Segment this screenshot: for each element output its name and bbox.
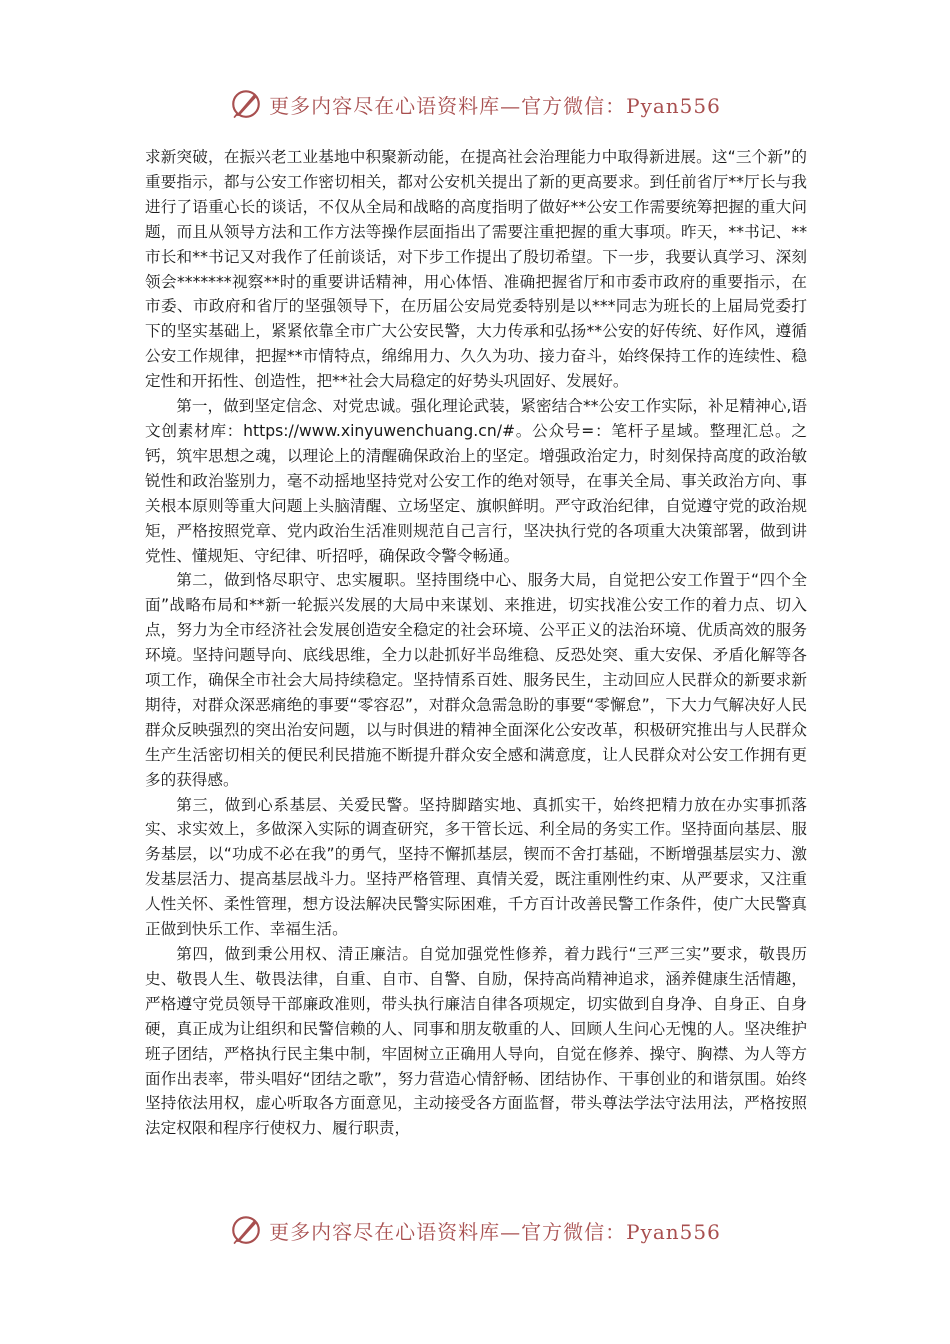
banner-text: 更多内容尽在心语资料库—官方微信：Pyan556 [269, 93, 721, 118]
paragraph-3: 第三，做到心系基层、关爱民警。坚持脚踏实地、真抓实干，始终把精力放在办实事抓落实、求实效上，多做深入实际的调查研究，多干管长远、利全局的务实工作。坚持面向基层、服务基层，以“功成不必在我”的勇气，坚持不懈抓基层，锲而不舍打基础，不断增强基层实力、激发基层活力、提高基层战斗力。坚持严格管理、真情关爱，既注重刚性约束、从严要求，又注重人性关怀、柔性管理，想方设法解决民警实际困难，千方百计改善民警工作条件，使广大民警真正做到快乐工作、幸福生活。 [145, 795, 807, 939]
document-body [145, 145, 807, 1141]
banner-text: 更多内容尽在心语资料库—官方微信：Pyan556 [269, 1219, 721, 1244]
quill-pen-icon [229, 87, 263, 121]
paragraph-0: 求新突破，在振兴老工业基地中积聚新动能，在提高社会治理能力中取得新进展。这“三个新”的重要指示，都与公安工作密切相关，都对公安机关提出了新的更高要求。到任前省厅**厅长与我进行了语重心长的谈话，不仅从全局和战略的高度指明了做好**公安工作需要统筹把握的重大问题，而且从领导方法和工作方法等操作层面指出了需要注重把握的重大事项。昨天，**书记、**市长和**书记又对我作了任前谈话，对下步工作提出了殷切希望。下一步，我要认真学习、深刻领会*******视察**时的重要讲话精神，用心体悟、准确把握省厅和市委市政府的重要指示，在市委、市政府和省厅的坚强领导下，在历届公安局党委特别是以***同志为班长的上届局党委打下的坚实基础上，紧紧依靠全市广大公安民警，大力传承和弘扬**公安的好传统、好作风，遵循公安工作规律，把握**市情特点，绵绵用力、久久为功、接力奋斗，始终保持工作的连续性、稳定性和开拓性、创造性，把**社会大局稳定的好势头巩固好、发展好。 [145, 148, 807, 391]
paragraph-1: 第一，做到坚定信念、对党忠诚。强化理论武装，紧密结合**公安工作实际，补足精神心,语文创素材库：https://www.xinyuwenchuang.cn/#。公众号=：笔杆子星域。整理汇总。之钙，筑牢思想之魂，以理论上的清醒确保政治上的坚定。增强政治定力，时刻保持高度的政治敏锐性和政治鉴别力，毫不动摇地坚持党对公安工作的绝对领导，在事关全局、事关政治方向、事关根本原则等重大问题上头脑清醒、立场坚定、旗帜鲜明。严守政治纪律，自觉遵守党的政治规矩，严格按照党章、党内政治生活准则规范自己言行，坚决执行党的各项重大决策部署，做到讲党性、懂规矩、守纪律、听招呼，确保政令警令畅通。 [145, 397, 807, 565]
paragraph-2: 第二，做到恪尽职守、忠实履职。坚持围绕中心、服务大局，自觉把公安工作置于“四个全面”战略布局和**新一轮振兴发展的大局中来谋划、来推进，切实找准公安工作的着力点、切入点，努力为全市经济社会发展创造安全稳定的社会环境、公平正义的法治环境、优质高效的服务环境。坚持问题导向、底线思维，全力以赴抓好半岛维稳、反恐处突、重大安保、矛盾化解等各项工作，确保全市社会大局持续稳定。坚持情系百姓、服务民生，主动回应人民群众的新要求新期待，对群众深恶痛绝的事要“零容忍”，对群众急需急盼的事要“零懈怠”，下大力气解决好人民群众反映强烈的突出治安问题，以与时俱进的精神全面深化公安改革，积极研究推出与人民群众生产生活密切相关的便民利民措施不断提升群众安全感和满意度，让人民群众对公安工作拥有更多的获得感。 [145, 571, 807, 789]
quill-pen-icon [229, 1213, 263, 1247]
footer-banner [0, 1208, 950, 1252]
paragraph-4: 第四，做到秉公用权、清正廉洁。自觉加强党性修养，着力践行“三严三实”要求，敬畏历史、敬畏人生、敬畏法律，自重、自市、自警、自励，保持高尚精神追求，涵养健康生活情趣，严格遵守党员领导干部廉政准则，带头执行廉洁自律各项规定，切实做到自身净、自身正、自身硬，真正成为让组织和民警信赖的人、同事和朋友敬重的人、回顾人生问心无愧的人。坚决维护班子团结，严格执行民主集中制，牢固树立正确用人导向，自觉在修养、操守、胸襟、为人等方面作出表率，带头唱好“团结之歌”，努力营造心情舒畅、团结协作、干事创业的和谐氛围。始终坚持依法用权，虚心听取各方面意见，主动接受各方面监督，带头尊法学法守法用法，严格按照法定权限和程序行使权力、履行职责， [145, 945, 807, 1138]
header-banner [0, 82, 950, 126]
